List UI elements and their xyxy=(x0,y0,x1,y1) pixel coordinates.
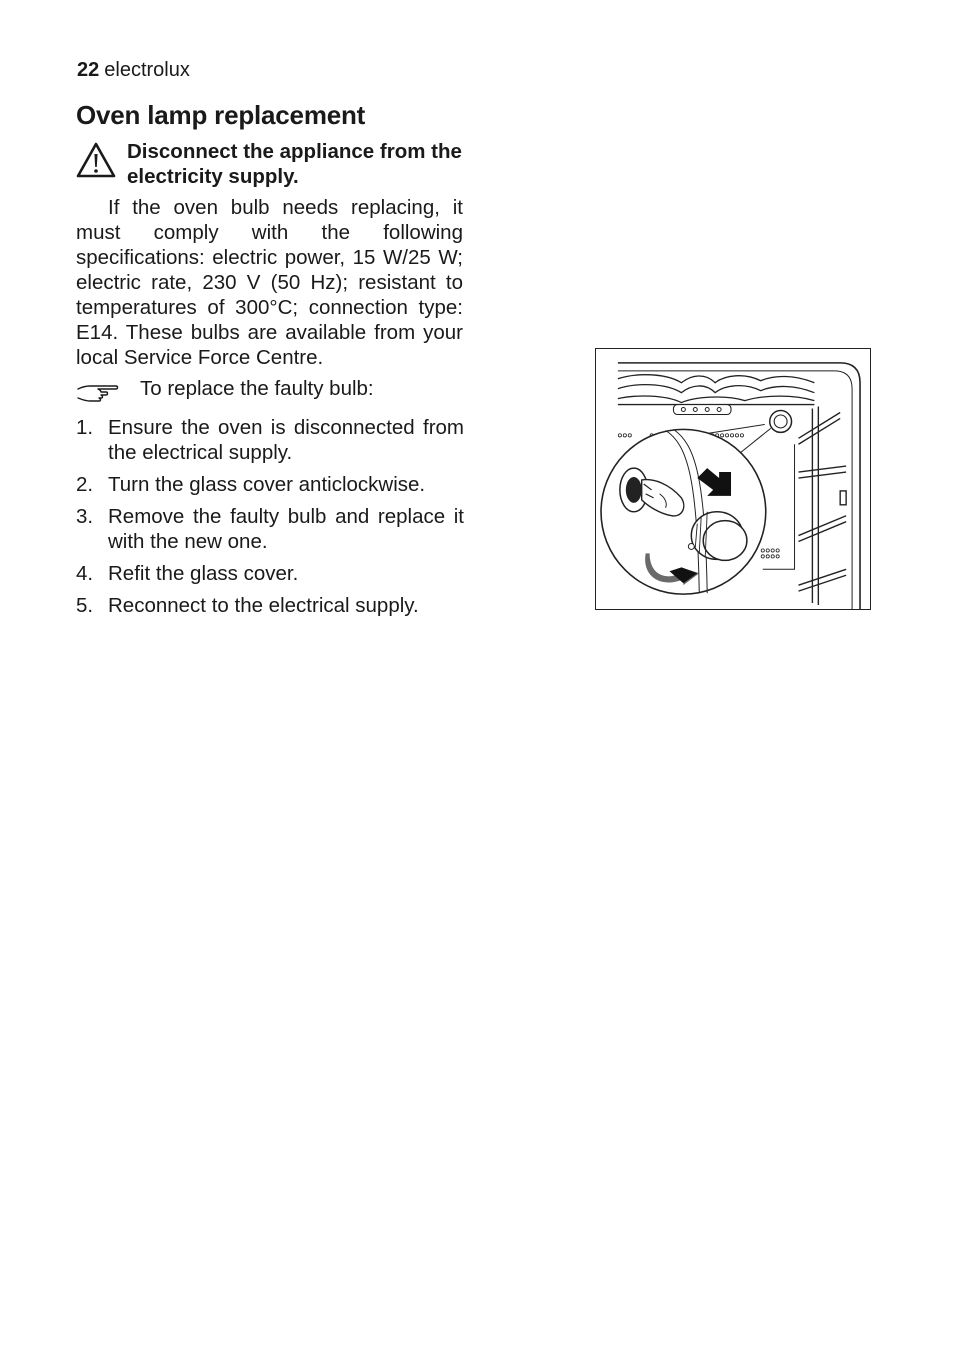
page-number: 22 xyxy=(77,59,100,81)
step-text: Refit the glass cover. xyxy=(108,562,299,585)
step-text: Reconnect to the electrical supply. xyxy=(108,594,419,617)
step-number: 3. xyxy=(76,505,94,528)
step-text: Remove the faulty bulb and replace it with the new one. xyxy=(108,505,464,553)
section-title: Oven lamp replacement xyxy=(76,100,366,130)
steps-list xyxy=(76,415,464,625)
step-number: 5. xyxy=(76,594,94,617)
oven-lamp-illustration xyxy=(595,348,871,610)
page-header xyxy=(77,58,190,82)
list-item xyxy=(76,472,464,497)
list-item xyxy=(76,504,464,554)
element-bracket xyxy=(673,405,731,415)
step-text: Ensure the oven is disconnected from the electrical supply. xyxy=(108,416,464,464)
list-item xyxy=(76,415,464,465)
oven-interior-drawing xyxy=(596,349,870,609)
brand-name: electrolux xyxy=(104,59,190,81)
list-item xyxy=(76,561,464,586)
intro-paragraph: If the oven bulb needs replacing, it must comply with the following specifications: electric power, 15 W/25 W; electric rate, 230 V (50 Hz); resistant to temperatures of 300°C; connection type: E14. These bulbs are available from your local Service Force Centre. xyxy=(76,196,463,369)
step-number: 4. xyxy=(76,562,94,585)
step-number: 2. xyxy=(76,473,94,496)
warning-triangle-icon xyxy=(76,142,116,178)
step-number: 1. xyxy=(76,416,94,439)
warning-block xyxy=(76,139,464,189)
note-text: To replace the faulty bulb: xyxy=(140,377,374,400)
list-item xyxy=(76,593,464,618)
pointing-hand-icon xyxy=(76,381,120,405)
magnified-detail xyxy=(601,429,766,594)
shelf-rails xyxy=(798,407,846,605)
grill-element xyxy=(618,375,814,405)
step-text: Turn the glass cover anticlockwise. xyxy=(108,473,426,496)
warning-text: Disconnect the appliance from the electricity supply. xyxy=(127,140,462,188)
lamp-cover xyxy=(770,411,792,433)
note-block xyxy=(76,376,464,401)
